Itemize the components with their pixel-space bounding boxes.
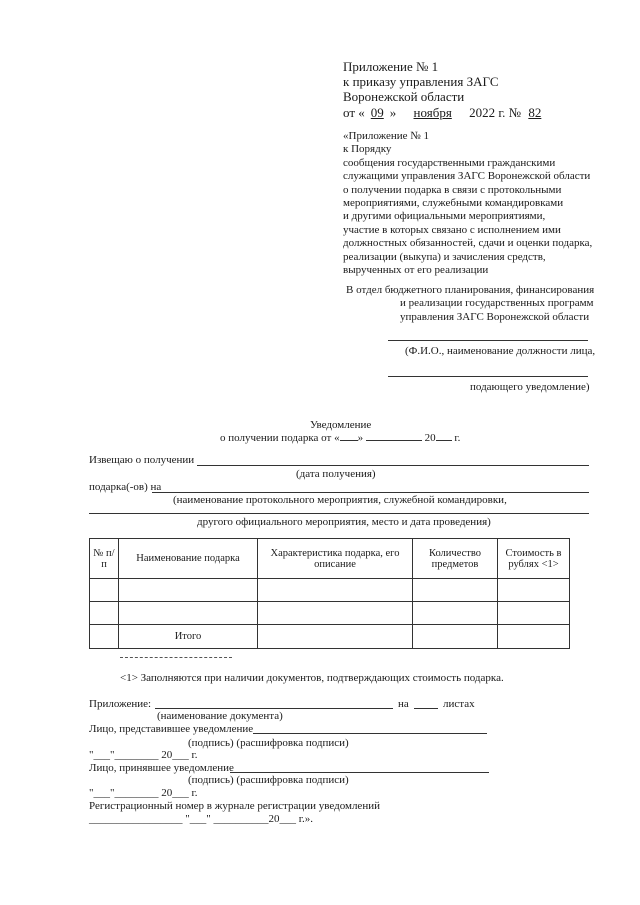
footnote: <1> Заполняются при наличии документов, подтверждающих стоимость подарка.	[120, 672, 504, 684]
notice-subtitle-c: 20	[424, 432, 436, 444]
receiver-date[interactable]: "___"________ 20___ г.	[89, 787, 198, 799]
date-year: 2022 г. №	[469, 105, 522, 120]
table-row[interactable]	[90, 579, 570, 602]
table-cell[interactable]	[258, 602, 413, 625]
receipt-date-field[interactable]	[197, 465, 589, 466]
reg-number-line[interactable]: _________________ "___" __________20___ г.».	[89, 813, 314, 825]
quote-line: реализации (выкупа) и зачисления средств,	[343, 250, 546, 263]
table-cell[interactable]	[119, 602, 258, 625]
table-cell[interactable]	[119, 579, 258, 602]
attachment-sheets-field[interactable]	[414, 708, 438, 709]
table-cell[interactable]	[258, 625, 413, 649]
submitter-sign-hint: (подпись) (расшифровка подписи)	[188, 737, 349, 749]
table-cell[interactable]	[90, 579, 119, 602]
date-prefix: от «	[343, 105, 365, 120]
quote-line: и другими официальными мероприятиями,	[343, 210, 546, 223]
quote-line: к Порядку	[343, 143, 392, 156]
gifts-table	[89, 538, 570, 649]
addressee-line: и реализации государственных программ	[400, 297, 594, 310]
attachment-sheets: листах	[443, 698, 475, 710]
addressee	[346, 284, 594, 324]
addressee-line: управления ЗАГС Воронежской области	[400, 310, 590, 323]
attachment-label: Приложение:	[89, 698, 152, 710]
appendix-order: к приказу управления ЗАГС	[343, 74, 499, 89]
quote-line: участие в которых связано с исполнением ими	[343, 223, 561, 236]
addressee-line: В отдел бюджетного планирования, финансирования	[346, 284, 595, 296]
submitter-label: Лицо, представившее уведомление	[89, 723, 254, 735]
event-field-2[interactable]	[89, 513, 589, 514]
gifts-label: подарка(-ов) на	[89, 481, 162, 493]
notice-subtitle-b: »	[357, 432, 364, 444]
hint-event-2: другого официального мероприятия, место и дата проведения)	[197, 516, 491, 528]
notice-year-field[interactable]	[436, 440, 452, 441]
attachment-on: на	[398, 698, 409, 710]
doc-hint: (наименование документа)	[157, 710, 283, 722]
inform-label: Извещаю о получении	[89, 454, 195, 466]
receiver-sign-field[interactable]	[230, 772, 489, 773]
addressee-submitter-line[interactable]	[388, 376, 588, 377]
notice-title: Уведомление	[310, 419, 372, 431]
quote-line: мероприятиями, служебными командировками	[343, 197, 564, 210]
notice-day-field[interactable]	[340, 440, 358, 441]
table-cell[interactable]	[258, 579, 413, 602]
footnote-divider	[120, 657, 232, 658]
submitter-date[interactable]: "___"________ 20___ г.	[89, 749, 198, 761]
table-cell[interactable]	[90, 625, 119, 649]
appendix-title: Приложение № 1	[343, 59, 439, 74]
attachment-doc-field[interactable]	[155, 708, 393, 709]
submitter-sign-field[interactable]	[253, 733, 487, 734]
table-cell[interactable]	[90, 602, 119, 625]
receiver-sign-hint: (подпись) (расшифровка подписи)	[188, 774, 349, 786]
total-label: Итого	[119, 625, 258, 649]
table-total-row[interactable]	[90, 625, 570, 649]
table-row[interactable]	[90, 602, 570, 625]
table-header-row	[90, 539, 570, 579]
order-number: 82	[528, 105, 542, 120]
hint-event-1: (наименование протокольного мероприятия, служебной командировки,	[173, 494, 507, 506]
hint-date: (дата получения)	[296, 468, 376, 480]
col-name: Наименование подарка	[119, 539, 258, 579]
reg-label: Регистрационный номер в журнале регистрации уведомлений	[89, 800, 380, 812]
table-cell[interactable]	[413, 625, 498, 649]
quote-block	[343, 130, 592, 277]
quote-line: должностных обязанностей, сдачи и оценки подарка,	[343, 237, 593, 250]
quote-line: о получении подарка в связи с протокольными	[343, 183, 562, 196]
table-cell[interactable]	[498, 579, 570, 602]
quote-line: «Приложение № 1	[343, 130, 430, 142]
notice-subtitle	[220, 432, 460, 444]
notice-subtitle-a: о получении подарка от «	[220, 432, 340, 444]
quote-line: вырученных от его реализации	[343, 264, 489, 277]
hint-submitter: подающего уведомление)	[470, 381, 590, 393]
table-cell[interactable]	[413, 602, 498, 625]
notice-month-field[interactable]	[366, 440, 422, 441]
quote-line: служащими управления ЗАГС Воронежской области	[343, 170, 591, 183]
hint-fio: (Ф.И.О., наименование должности лица,	[405, 345, 596, 357]
col-number: № п/п	[90, 539, 119, 579]
col-quantity: Количество предметов	[413, 539, 498, 579]
date-mid: »	[389, 105, 397, 120]
date-day: 09	[370, 105, 384, 120]
date-month: ноября	[413, 105, 452, 120]
table-cell[interactable]	[498, 602, 570, 625]
appendix-region: Воронежской области	[343, 89, 465, 104]
col-cost: Стоимость в рублях <1>	[498, 539, 570, 579]
quote-line: сообщения государственными гражданскими	[343, 156, 556, 169]
notice-subtitle-d: г.	[454, 432, 461, 444]
addressee-fio-line[interactable]	[388, 340, 588, 341]
event-field-1[interactable]	[152, 492, 589, 493]
receiver-label: Лицо, принявшее уведомление	[89, 762, 234, 774]
table-cell[interactable]	[498, 625, 570, 649]
col-description: Характеристика подарка, его описание	[258, 539, 413, 579]
appendix-date-line	[343, 106, 545, 119]
table-cell[interactable]	[413, 579, 498, 602]
